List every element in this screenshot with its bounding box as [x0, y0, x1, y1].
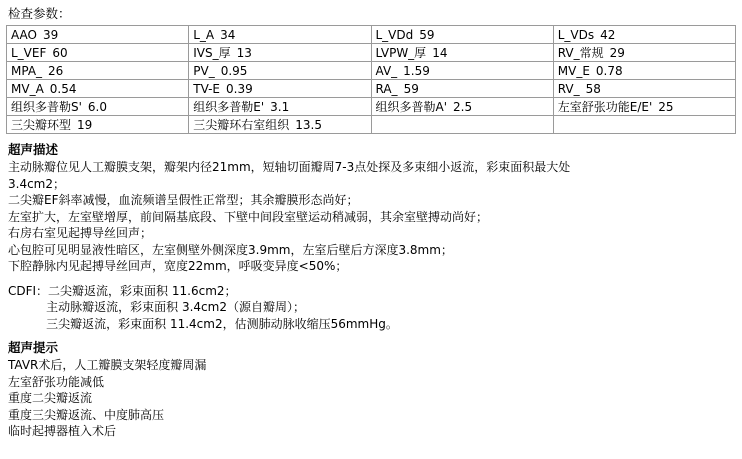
param-value: 1.59	[403, 63, 430, 78]
parameters-table	[6, 25, 736, 134]
param-label: MV_E	[557, 63, 590, 78]
param-label: TV-E	[193, 81, 220, 96]
table-row	[7, 80, 736, 98]
param-cell	[371, 116, 553, 134]
description-line: 3.4cm2；	[8, 176, 66, 191]
param-cell	[7, 80, 189, 98]
cdfi-line: 三尖瓣返流，彩束面积 11.4cm2，估测肺动脉收缩压56mmHg。	[8, 316, 398, 331]
conclusion-section	[6, 339, 736, 440]
param-label: 组织多普勒E'	[193, 99, 265, 114]
param-label: RV_	[557, 81, 580, 96]
param-value: 2.5	[453, 99, 473, 114]
param-cell	[189, 80, 371, 98]
conclusion-line: 重度三尖瓣返流、中度肺高压	[8, 407, 165, 422]
param-cell	[7, 44, 189, 62]
description-line: 主动脉瓣位见人工瓣膜支架，瓣架内径21mm，短轴切面瓣周7-3点处探及多束细小返流，彩束面积最大处	[8, 160, 571, 174]
description-line: 下腔静脉内见起搏导丝回声，宽度22mm，呼吸变异度<50%；	[8, 259, 348, 273]
param-cell	[7, 98, 189, 116]
spacer	[8, 275, 736, 283]
param-cell	[7, 62, 189, 80]
param-value: 13.5	[295, 117, 322, 132]
param-value: 0.39	[226, 81, 253, 96]
params-title: 检查参数：	[8, 6, 71, 21]
table-row	[7, 98, 736, 116]
param-cell	[7, 116, 189, 134]
param-label: IVS_厚	[193, 45, 231, 60]
param-label: 组织多普勒S'	[11, 99, 82, 114]
param-value: 42	[600, 27, 616, 42]
param-cell	[371, 98, 553, 116]
description-line: 心包腔可见明显液性暗区，左室侧壁外侧深度3.9mm，左室后壁后方深度3.8mm；	[8, 242, 453, 257]
param-cell	[189, 26, 371, 44]
param-cell	[371, 44, 553, 62]
param-cell	[553, 116, 735, 134]
param-cell	[189, 62, 371, 80]
param-value: 25	[658, 99, 674, 114]
param-value: 0.54	[49, 81, 77, 96]
param-label: LVPW_厚	[375, 45, 427, 60]
param-label: 三尖瓣环右室组织	[193, 117, 290, 132]
param-cell	[371, 80, 553, 98]
param-cell	[189, 98, 371, 116]
param-label: L_A	[193, 27, 215, 42]
param-label: RV_常规	[557, 45, 604, 60]
param-cell	[553, 98, 735, 116]
param-value: 6.0	[87, 99, 108, 114]
param-label: MV_A	[11, 81, 44, 96]
param-value: 14	[432, 45, 448, 60]
param-value	[558, 118, 564, 132]
table-row	[7, 62, 736, 80]
param-value: 39	[43, 27, 59, 42]
param-cell	[553, 80, 735, 98]
param-label: L_VEF	[11, 45, 47, 60]
table-row	[7, 116, 736, 134]
param-value: 0.78	[595, 63, 623, 78]
conclusion-title: 超声提示	[8, 340, 59, 355]
param-label: MPA_	[11, 63, 43, 78]
param-cell	[553, 44, 735, 62]
cdfi-line: 主动脉瓣返流，彩束面积 3.4cm2（源自瓣周）；	[8, 300, 305, 314]
conclusion-line: TAVR术后，人工瓣膜支架轻度瓣周漏	[8, 358, 207, 372]
conclusion-line: 重度二尖瓣返流	[8, 391, 93, 405]
param-value: 58	[585, 81, 601, 96]
description-title: 超声描述	[8, 142, 59, 157]
param-value	[376, 118, 382, 132]
param-value: 19	[77, 117, 93, 132]
param-label: PV_	[193, 63, 215, 78]
description-line: 左室扩大，左室壁增厚，前间隔基底段、下壁中间段室壁运动稍减弱，其余室壁搏动尚好；	[8, 209, 489, 224]
param-value: 13	[236, 45, 252, 60]
param-value: 60	[52, 45, 68, 60]
param-cell	[189, 44, 371, 62]
description-line: 右房右室见起搏导丝回声；	[8, 226, 153, 240]
table-row	[7, 26, 736, 44]
description-section	[6, 141, 736, 332]
param-label: AV_	[375, 63, 398, 78]
parameters-table-body	[7, 26, 736, 134]
param-value: 34	[220, 27, 236, 42]
param-cell	[371, 62, 553, 80]
param-cell	[553, 26, 735, 44]
param-label: 组织多普勒A'	[375, 99, 448, 114]
param-label: L_VDs	[557, 27, 595, 42]
param-value: 26	[48, 63, 64, 78]
param-label: RA_	[375, 81, 398, 96]
conclusion-line: 左室舒张功能减低	[8, 374, 105, 389]
param-label: 三尖瓣环型	[11, 117, 72, 132]
param-cell	[7, 26, 189, 44]
table-row	[7, 44, 736, 62]
param-cell	[553, 62, 735, 80]
param-cell	[371, 26, 553, 44]
param-label: L_VDd	[375, 27, 414, 42]
param-cell	[189, 116, 371, 134]
param-value: 59	[403, 81, 419, 96]
param-label: 左室舒张功能E/E'	[557, 99, 653, 114]
description-line: 二尖瓣EF斜率减慢，血流频谱呈假性正常型；其余瓣膜形态尚好；	[8, 193, 359, 207]
cdfi-line: CDFI：二尖瓣返流，彩束面积 11.6cm2；	[8, 283, 237, 298]
param-label: AAO	[11, 27, 37, 42]
param-value: 0.95	[220, 63, 248, 78]
cdfi-block	[8, 283, 736, 333]
param-value: 29	[609, 45, 625, 60]
param-value: 59	[419, 27, 435, 42]
param-value: 3.1	[270, 99, 290, 114]
conclusion-line: 临时起搏器植入术后	[8, 424, 117, 438]
